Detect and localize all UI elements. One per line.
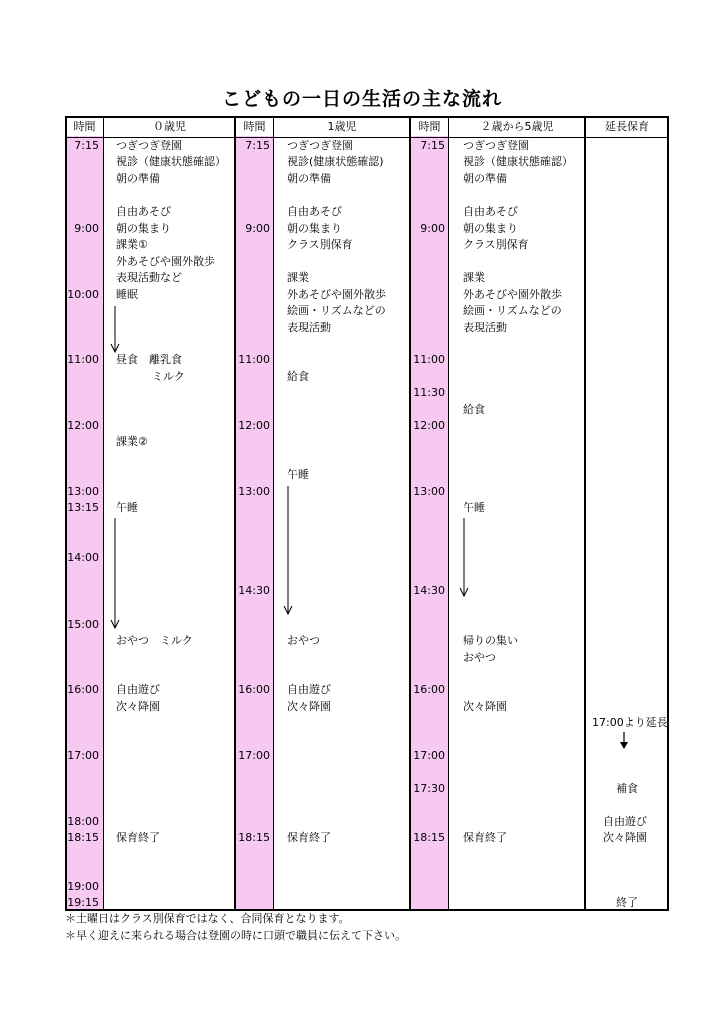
col-divider bbox=[273, 116, 274, 911]
activity-item: 絵画・リズムなどの bbox=[463, 304, 562, 317]
time-cell: 17:00 bbox=[238, 749, 270, 762]
header-age-1: 1歳児 bbox=[274, 118, 410, 136]
header-age-2to5: ２歳から5歳児 bbox=[449, 118, 585, 136]
table-top-border bbox=[65, 116, 669, 118]
footnote: ＊土曜日はクラス別保育ではなく、合同保育となります。 bbox=[65, 912, 350, 925]
time-cell: 17:00 bbox=[67, 749, 99, 762]
time-cell: 9:00 bbox=[420, 222, 445, 235]
activity-item: 帰りの集い bbox=[463, 634, 518, 647]
col-divider bbox=[448, 116, 449, 911]
activity-item: 表現活動 bbox=[463, 321, 507, 334]
activity-item: 午睡 bbox=[287, 468, 309, 481]
time-cell: 13:00 bbox=[413, 485, 445, 498]
time-cell: 13:00 bbox=[238, 485, 270, 498]
down-arrow-icon bbox=[618, 732, 630, 750]
activity-item: 視診(健康状態確認) bbox=[287, 155, 384, 168]
activity-item: 絵画・リズムなどの bbox=[287, 304, 386, 317]
time-cell: 17:30 bbox=[413, 782, 445, 795]
activity-item: 保育終了 bbox=[463, 831, 507, 844]
header-extended: 延長保育 bbox=[586, 118, 668, 136]
time-cell: 19:15 bbox=[67, 896, 99, 909]
activity-item: 朝の集まり bbox=[287, 222, 342, 235]
activity-item: 課業 bbox=[463, 271, 485, 284]
time-cell: 12:00 bbox=[238, 419, 270, 432]
page-title: こどもの一日の生活の主な流れ bbox=[221, 88, 502, 110]
down-arrow-icon bbox=[458, 518, 470, 598]
activity-item: おやつ ミルク bbox=[116, 634, 193, 647]
time-cell: 12:00 bbox=[67, 419, 99, 432]
activity-item: 自由あそび bbox=[287, 205, 342, 218]
time-cell: 10:00 bbox=[67, 288, 99, 301]
activity-item: 次々降園 bbox=[287, 700, 331, 713]
extended-item: 補食 bbox=[616, 782, 638, 795]
table-right-border bbox=[667, 116, 669, 911]
time-cell: 16:00 bbox=[67, 683, 99, 696]
activity-item: 課業② bbox=[116, 435, 148, 448]
time-cell: 9:00 bbox=[245, 222, 270, 235]
down-arrow-icon bbox=[109, 518, 121, 630]
time-cell: 16:00 bbox=[238, 683, 270, 696]
activity-item: 外あそびや園外散歩 bbox=[463, 288, 562, 301]
activity-item: 次々降園 bbox=[463, 700, 507, 713]
time-cell: 18:15 bbox=[67, 831, 99, 844]
activity-item: 自由遊び bbox=[116, 683, 160, 696]
time-cell: 15:00 bbox=[67, 618, 99, 631]
time-cell: 7:15 bbox=[245, 139, 270, 152]
activity-item: つぎつぎ登園 bbox=[463, 139, 529, 152]
activity-item: 表現活動など bbox=[116, 271, 182, 284]
activity-item: 表現活動 bbox=[287, 321, 331, 334]
extended-item: 自由遊び bbox=[603, 815, 647, 828]
header-time-2: 時間 bbox=[236, 118, 273, 136]
header-time-1: 時間 bbox=[66, 118, 103, 136]
time-cell: 18:00 bbox=[67, 815, 99, 828]
extended-item: 次々降園 bbox=[603, 831, 647, 844]
time-cell: 7:15 bbox=[74, 139, 99, 152]
header-time-3: 時間 bbox=[411, 118, 448, 136]
activity-item: 午睡 bbox=[116, 501, 138, 514]
time-cell: 16:00 bbox=[413, 683, 445, 696]
activity-item: 昼食 離乳食 bbox=[116, 353, 182, 366]
activity-item: 朝の準備 bbox=[116, 172, 160, 185]
time-cell: 9:00 bbox=[74, 222, 99, 235]
activity-item: 朝の準備 bbox=[463, 172, 507, 185]
schedule-table bbox=[65, 116, 669, 911]
activity-item: 給食 bbox=[287, 370, 309, 383]
activity-item: 午睡 bbox=[463, 501, 485, 514]
activity-item: クラス別保育 bbox=[463, 238, 529, 251]
time-cell: 11:00 bbox=[238, 353, 270, 366]
extended-item: 17:00より延長 bbox=[592, 716, 668, 729]
activity-item: 視診（健康状態確認） bbox=[463, 155, 573, 168]
activity-item: つぎつぎ登園 bbox=[287, 139, 353, 152]
time-cell: 14:00 bbox=[67, 551, 99, 564]
down-arrow-icon bbox=[282, 486, 294, 616]
time-cell: 11:30 bbox=[413, 386, 445, 399]
time-cell: 13:00 bbox=[67, 485, 99, 498]
activity-item: 保育終了 bbox=[287, 831, 331, 844]
activity-item: 課業① bbox=[116, 238, 148, 251]
time-cell: 19:00 bbox=[67, 880, 99, 893]
col-divider bbox=[584, 116, 586, 911]
time-cell: 14:30 bbox=[413, 584, 445, 597]
col-divider bbox=[103, 116, 104, 911]
activity-item: 課業 bbox=[287, 271, 309, 284]
activity-item: 朝の集まり bbox=[116, 222, 171, 235]
time-cell: 12:00 bbox=[413, 419, 445, 432]
activity-item: 朝の準備 bbox=[287, 172, 331, 185]
activity-item: クラス別保育 bbox=[287, 238, 353, 251]
activity-item: つぎつぎ登園 bbox=[116, 139, 182, 152]
activity-item: 視診（健康状態確認） bbox=[116, 155, 226, 168]
extended-item: 終了 bbox=[616, 896, 638, 909]
time-cell: 13:15 bbox=[67, 501, 99, 514]
footnote: ＊早く迎えに来られる場合は登園の時に口頭で職員に伝えて下さい。 bbox=[65, 929, 406, 942]
activity-item: 自由遊び bbox=[287, 683, 331, 696]
time-cell: 11:00 bbox=[67, 353, 99, 366]
time-cell: 18:15 bbox=[413, 831, 445, 844]
activity-item: 次々降園 bbox=[116, 700, 160, 713]
activity-item: おやつ bbox=[463, 651, 496, 664]
activity-item: 外あそびや園外散歩 bbox=[116, 255, 215, 268]
activity-item: 給食 bbox=[463, 403, 485, 416]
activity-item: 保育終了 bbox=[116, 831, 160, 844]
activity-item: おやつ bbox=[287, 634, 320, 647]
activity-item: 自由あそび bbox=[463, 205, 518, 218]
header-age-0: ０歳児 bbox=[104, 118, 235, 136]
activity-item: 朝の集まり bbox=[463, 222, 518, 235]
activity-item: ミルク bbox=[152, 370, 185, 383]
activity-item: 外あそびや園外散歩 bbox=[287, 288, 386, 301]
down-arrow-icon bbox=[109, 306, 121, 354]
activity-item: 睡眠 bbox=[116, 288, 138, 301]
activity-item: 自由あそび bbox=[116, 205, 171, 218]
time-cell: 17:00 bbox=[413, 749, 445, 762]
time-cell: 11:00 bbox=[413, 353, 445, 366]
time-cell: 14:30 bbox=[238, 584, 270, 597]
time-cell: 18:15 bbox=[238, 831, 270, 844]
time-cell: 7:15 bbox=[420, 139, 445, 152]
